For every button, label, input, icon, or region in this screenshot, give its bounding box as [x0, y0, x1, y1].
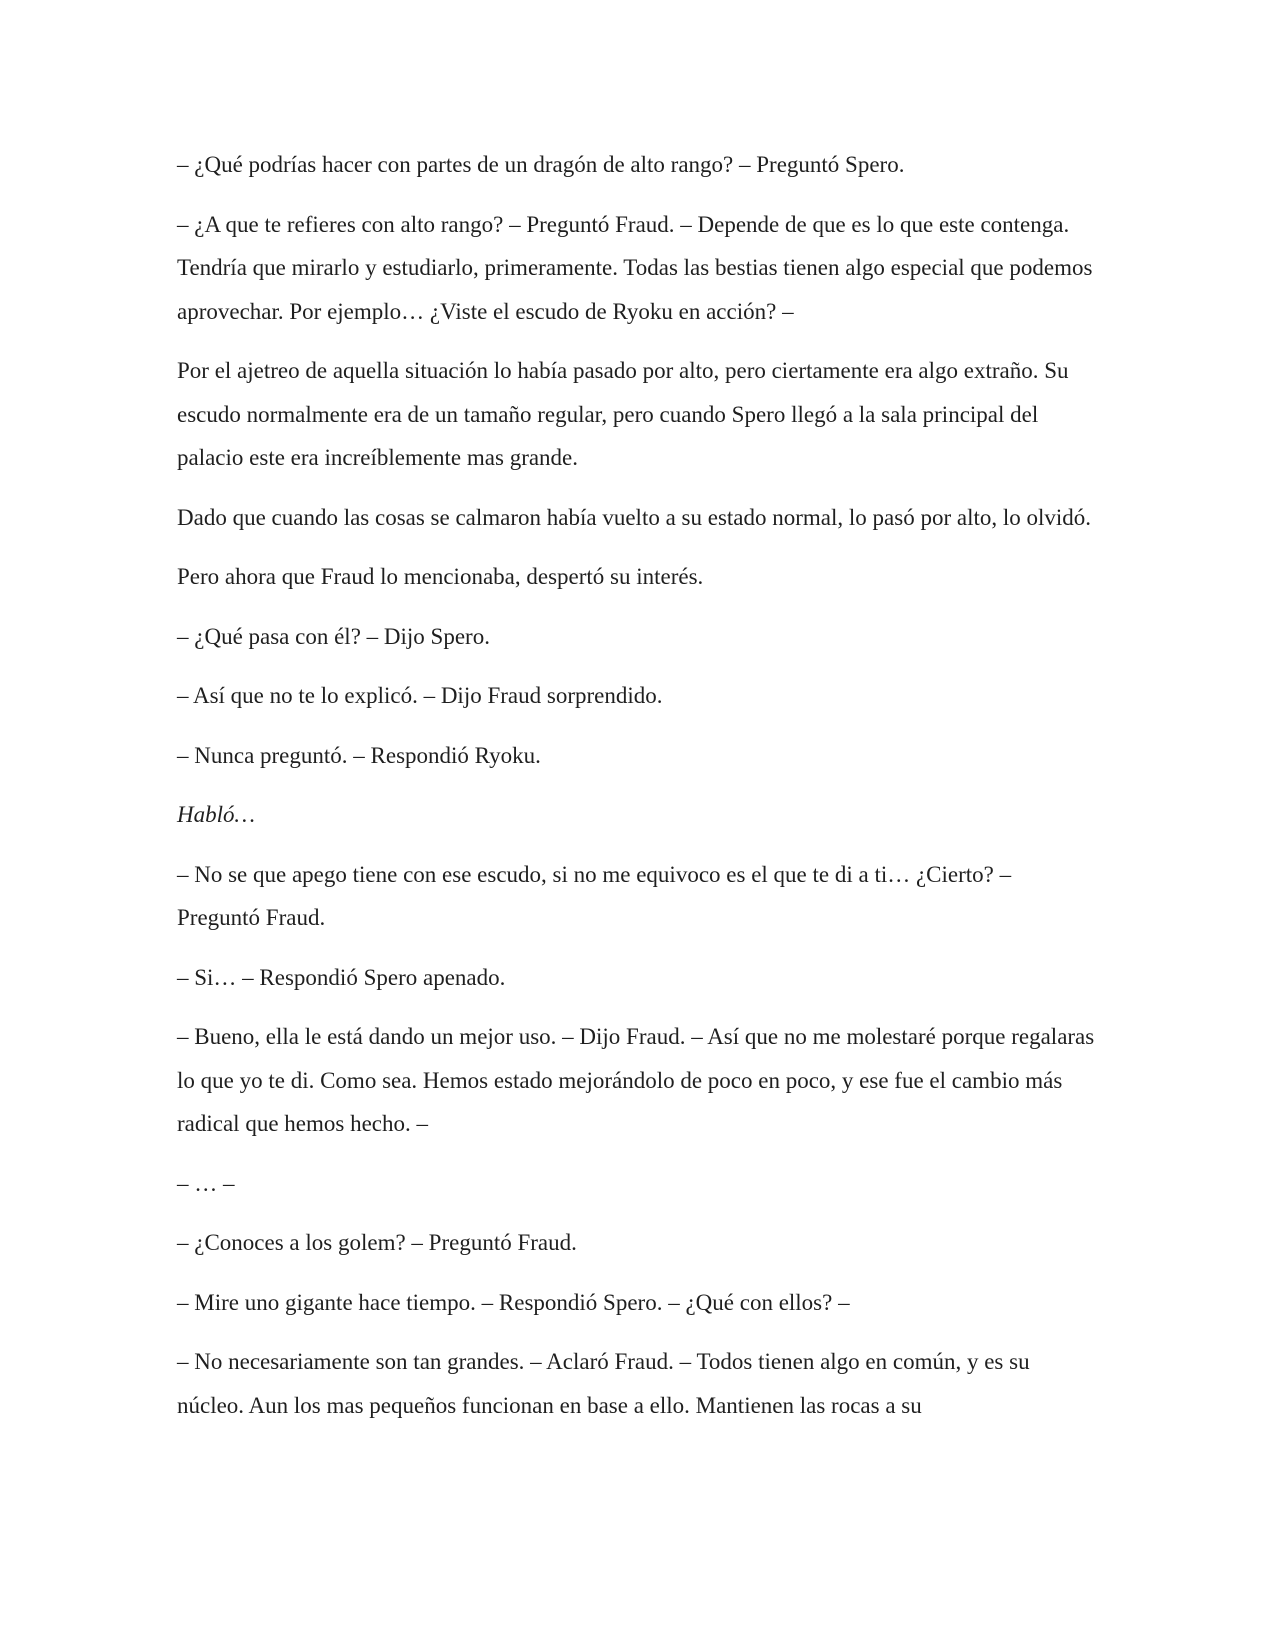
- paragraph: Por el ajetreo de aquella situación lo había pasado por alto, pero ciertamente era algo extraño. Su escudo normalmente era de un tamaño regular, pero cuando Spero llegó a la sala principal del palacio este era increíblemente mas grande.: [177, 358, 1069, 470]
- paragraph: – … –: [177, 1170, 235, 1196]
- paragraph: – No necesariamente son tan grandes. – Aclaró Fraud. – Todos tienen algo en común, y es su núcleo. Aun los mas pequeños funcionan en base a ello. Mantienen las rocas a su: [177, 1349, 1030, 1418]
- paragraph-italic: Habló…: [177, 802, 255, 827]
- paragraph: – ¿Qué pasa con él? – Dijo Spero.: [177, 623, 490, 649]
- paragraph: – ¿Conoces a los golem? – Preguntó Fraud.: [177, 1230, 577, 1255]
- paragraph: – Mire uno gigante hace tiempo. – Respondió Spero. – ¿Qué con ellos? –: [177, 1289, 850, 1315]
- paragraph: – Bueno, ella le está dando un mejor uso. – Dijo Fraud. – Así que no me molestaré porque regalaras lo que yo te di. Como sea. Hemos estado mejorándolo de poco en poco, y ese fue el cambio más radical que hemos hecho. –: [177, 1024, 1095, 1136]
- paragraph: Dado que cuando las cosas se calmaron había vuelto a su estado normal, lo pasó por alto, lo olvidó.: [177, 504, 1092, 530]
- paragraph: – Si… – Respondió Spero apenado.: [177, 964, 506, 990]
- paragraph: – ¿Qué podrías hacer con partes de un dragón de alto rango? – Preguntó Spero.: [177, 152, 905, 177]
- paragraph: – Nunca preguntó. – Respondió Ryoku.: [177, 742, 541, 768]
- paragraph: – ¿A que te refieres con alto rango? – Preguntó Fraud. – Depende de que es lo que este contenga. Tendría que mirarlo y estudiarlo, primeramente. Todas las bestias tienen algo especial que podemos aprovechar. Por ejemplo… ¿Viste el escudo de Ryoku en acción? –: [177, 211, 1093, 324]
- paragraph: – Así que no te lo explicó. – Dijo Fraud sorprendido.: [177, 683, 663, 708]
- body-text: [177, 143, 1097, 1443]
- paragraph: Pero ahora que Fraud lo mencionaba, despertó su interés.: [177, 564, 704, 589]
- paragraph: – No se que apego tiene con ese escudo, si no me equivoco es el que te di a ti… ¿Cierto? – Preguntó Fraud.: [177, 861, 1012, 930]
